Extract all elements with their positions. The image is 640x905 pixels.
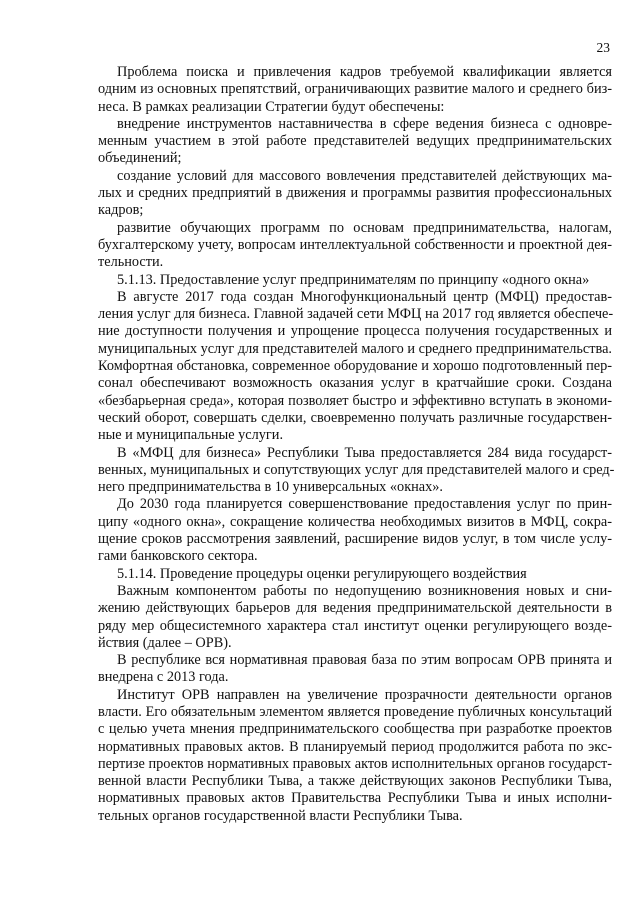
- paragraph: [98, 289, 612, 445]
- paragraph: [98, 116, 612, 168]
- text-line: менным участием в этой работе представителей ведущих предпринимательских: [98, 133, 612, 150]
- text-line: нормативных правовых актов. В планируемый период продолжится работа по экс-: [98, 738, 612, 755]
- paragraph: [98, 220, 612, 272]
- text-line: щение сроков рассмотрения заявлений, расширение видов услуг, в том числе услу-: [98, 531, 612, 548]
- text-line: с целью учета мнения предпринимательского сообщества при разработке проектов: [98, 721, 612, 738]
- document-body: [98, 64, 615, 825]
- text-line: бухгалтерскому учету, вопросам интеллектуальной собственности и проектной дея-: [98, 236, 612, 253]
- text-line: власти. Его обязательным элементом является проведение публичных консультаций: [98, 703, 612, 720]
- paragraph: [98, 168, 612, 220]
- text-line: Институт ОРВ направлен на увеличение прозрачности деятельности органов: [117, 686, 612, 703]
- text-line: одним из основных препятствий, ограничивающих развитие малого и среднего биз-: [98, 81, 612, 98]
- paragraph: [98, 652, 612, 687]
- text-line: пертизе проектов нормативных правовых актов исполнительных органов государст-: [98, 755, 612, 772]
- text-line: «безбарьерная среда», которая позволяет быстро и эффективно вступать в экономи-: [98, 392, 612, 409]
- text-line: него предпринимательства в 10 универсальных «окнах».: [98, 479, 444, 496]
- text-line: тельных органов государственной власти Республики Тыва.: [98, 807, 463, 824]
- text-line: Проблема поиска и привлечения кадров требуемой квалификации является: [117, 64, 612, 80]
- text-line: внедрение инструментов наставничества в сфере ведения бизнеса с одновре-: [117, 115, 612, 132]
- text-line: нормативных правовых актов Правительства Республики Тыва и иных исполни-: [98, 790, 612, 807]
- text-line: муниципальных услуг для представителей малого и среднего предпринимательства.: [98, 340, 612, 357]
- text-line: ципу «одного окна», сокращение количества необходимых визитов в МФЦ, сокра-: [98, 513, 612, 530]
- paragraph: [98, 444, 615, 497]
- text-line: лых и средних предприятий в движения и программы развития профессиональных: [98, 185, 612, 202]
- text-line: гами банковского сектора.: [98, 548, 258, 565]
- text-line: создание условий для массового вовлечения представителей действующих ма-: [117, 167, 612, 184]
- paragraph: [98, 566, 612, 583]
- text-line: венных, муниципальных и сопутствующих услуг для представителей малого и сред-: [98, 461, 615, 478]
- text-line: В «МФЦ для бизнеса» Республики Тыва предоставляется 284 вида государст-: [117, 444, 612, 461]
- paragraph: [98, 272, 612, 289]
- paragraph: [98, 687, 612, 825]
- text-line: йствия (далее – ОРВ).: [98, 634, 232, 651]
- text-line: ления услуг для бизнеса. Главной задачей сети МФЦ на 2017 год является обеспече-: [98, 306, 614, 323]
- text-line: неса. В рамках реализации Стратегии будут обеспечены:: [98, 98, 445, 115]
- text-line: ческий оборот, совершать сделки, своевременно получать различные государствен-: [98, 409, 612, 426]
- text-line: 5.1.13. Предоставление услуг предпринимателям по принципу «одного окна»: [117, 271, 590, 288]
- text-line: внедрена с 2013 года.: [98, 669, 229, 686]
- paragraph: [98, 64, 612, 116]
- paragraph: [98, 583, 612, 652]
- text-line: 5.1.14. Проведение процедуры оценки регулирующего воздействия: [117, 565, 527, 582]
- text-line: До 2030 года планируется совершенствование предоставления услуг по прин-: [117, 496, 612, 513]
- text-line: ряду мер общесистемного характера стал институт оценки регулирующего возде-: [98, 617, 612, 634]
- text-line: венной власти Республики Тыва, а также действующих законов Республики Тыва,: [98, 773, 612, 790]
- paragraph: [98, 496, 612, 565]
- text-line: Комфортная обстановка, современное оборудование и хорошо подготовленный пер-: [98, 358, 612, 375]
- page-number: 23: [596, 40, 610, 55]
- text-line: Важным компонентом работы по недопущению возникновения новых и сни-: [117, 582, 612, 599]
- text-line: сонал обеспечивают возможность оказания услуг в кратчайшие сроки. Создана: [98, 375, 612, 392]
- text-line: кадров;: [98, 202, 144, 219]
- text-line: жению действующих барьеров для ведения предпринимательской деятельности в: [98, 600, 612, 617]
- text-line: В республике вся нормативная правовая база по этим вопросам ОРВ принята и: [117, 652, 612, 669]
- text-line: В августе 2017 года создан Многофункциональный центр (МФЦ) предостав-: [117, 288, 612, 305]
- text-line: развитие обучающих программ по основам предпринимательства, налогам,: [117, 219, 612, 236]
- text-line: ные и муниципальные услуги.: [98, 427, 284, 444]
- text-line: объединений;: [98, 150, 182, 167]
- text-line: тельности.: [98, 254, 164, 271]
- text-line: ние доступности получения и упрощение процесса получения государственных и: [98, 323, 612, 340]
